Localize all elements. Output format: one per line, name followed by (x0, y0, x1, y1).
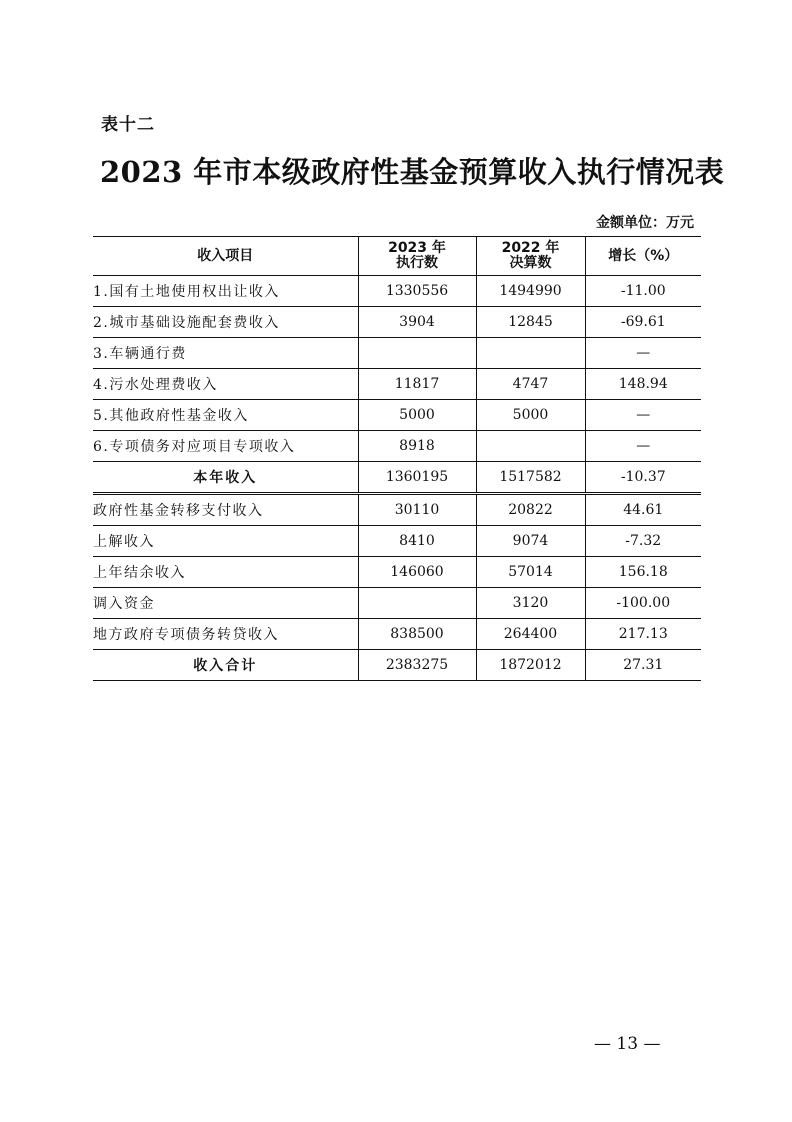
row-final: 57014 (476, 557, 585, 588)
page-number: — 13 — (594, 1034, 661, 1054)
page-title: 2023 年市本级政府性基金预算收入执行情况表 (100, 155, 725, 189)
header-item: 收入项目 (93, 237, 358, 276)
row-exec: 146060 (358, 557, 476, 588)
row-final: 12845 (476, 307, 585, 338)
total-growth: 27.31 (585, 650, 701, 681)
row-final: 3120 (476, 588, 585, 619)
header-final-label: 决算数 (509, 255, 552, 271)
header-exec (358, 237, 476, 276)
row-final (476, 338, 585, 369)
budget-table (93, 236, 701, 681)
row-growth: -7.32 (585, 526, 701, 557)
subtotal-exec: 1360195 (358, 462, 476, 494)
unit-label: 金额单位：万元 (596, 215, 694, 231)
row-final: 5000 (476, 400, 585, 431)
total-final: 1872012 (476, 650, 585, 681)
row-growth: 156.18 (585, 557, 701, 588)
table-row (93, 494, 701, 526)
header-exec-year: 2023 年 (388, 240, 446, 256)
header-final (476, 237, 585, 276)
table-row (93, 526, 701, 557)
header-row (93, 237, 701, 276)
table-row (93, 557, 701, 588)
subtotal-final: 1517582 (476, 462, 585, 494)
table-label: 表十二 (101, 115, 155, 135)
row-item: 3.车辆通行费 (93, 338, 358, 369)
row-growth: — (585, 431, 701, 462)
row-final: 264400 (476, 619, 585, 650)
header-final-year: 2022 年 (501, 240, 560, 256)
row-growth: 44.61 (585, 494, 701, 526)
row-item: 1.国有土地使用权出让收入 (93, 276, 358, 307)
table-row (93, 400, 701, 431)
row-exec: 8918 (358, 431, 476, 462)
row-item: 2.城市基础设施配套费收入 (93, 307, 358, 338)
table-row (93, 431, 701, 462)
row-growth: — (585, 338, 701, 369)
table-row (93, 369, 701, 400)
row-exec: 8410 (358, 526, 476, 557)
row-growth: -11.00 (585, 276, 701, 307)
header-exec-label: 执行数 (396, 255, 438, 271)
row-item: 6.专项债务对应项目专项收入 (93, 431, 358, 462)
row-exec (358, 338, 476, 369)
row-growth: 148.94 (585, 369, 701, 400)
row-growth: -69.61 (585, 307, 701, 338)
row-exec: 838500 (358, 619, 476, 650)
total-exec: 2383275 (358, 650, 476, 681)
table-row (93, 338, 701, 369)
table-row (93, 307, 701, 338)
row-item: 政府性基金转移支付收入 (93, 494, 358, 526)
row-exec: 3904 (358, 307, 476, 338)
row-growth: -100.00 (585, 588, 701, 619)
row-item: 调入资金 (93, 588, 358, 619)
subtotal-row (93, 462, 701, 494)
table-row (93, 276, 701, 307)
header-growth: 增长（%） (585, 237, 701, 276)
row-final: 20822 (476, 494, 585, 526)
row-item: 5.其他政府性基金收入 (93, 400, 358, 431)
row-exec: 11817 (358, 369, 476, 400)
total-row (93, 650, 701, 681)
row-exec (358, 588, 476, 619)
row-item: 上年结余收入 (93, 557, 358, 588)
row-final: 9074 (476, 526, 585, 557)
row-final: 4747 (476, 369, 585, 400)
row-item: 地方政府专项债务转贷收入 (93, 619, 358, 650)
row-growth: — (585, 400, 701, 431)
row-exec: 30110 (358, 494, 476, 526)
row-item: 4.污水处理费收入 (93, 369, 358, 400)
row-exec: 1330556 (358, 276, 476, 307)
table-row (93, 619, 701, 650)
row-final: 1494990 (476, 276, 585, 307)
row-item: 上解收入 (93, 526, 358, 557)
row-growth: 217.13 (585, 619, 701, 650)
table-row (93, 588, 701, 619)
row-exec: 5000 (358, 400, 476, 431)
subtotal-growth: -10.37 (585, 462, 701, 494)
subtotal-item: 本年收入 (93, 462, 358, 494)
total-item: 收入合计 (93, 650, 358, 681)
row-final (476, 431, 585, 462)
